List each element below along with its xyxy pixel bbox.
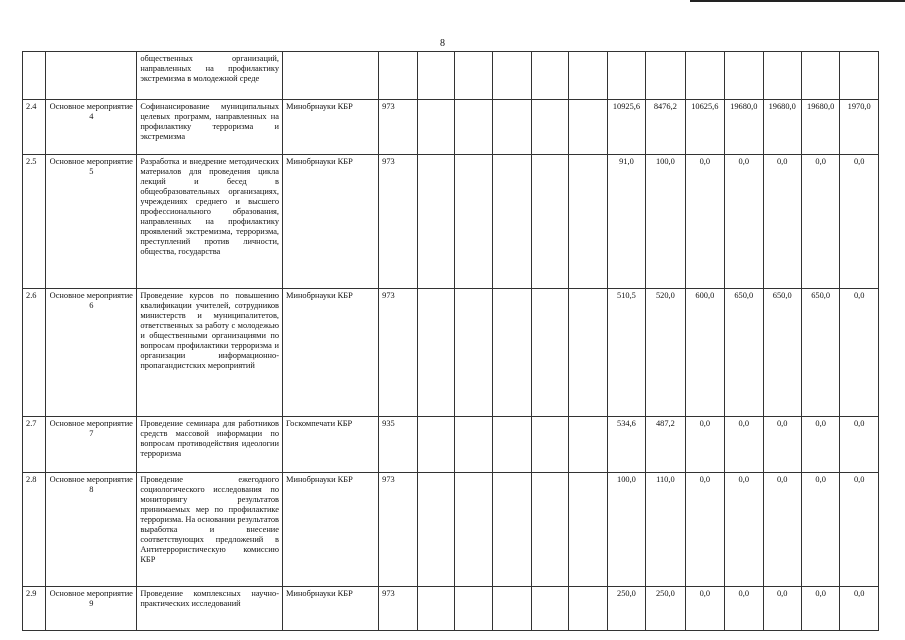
measure-type: Основное мероприятие 9 (46, 587, 137, 631)
value-2: 110,0 (646, 473, 685, 587)
row-number: 2.8 (23, 473, 46, 587)
value-4: 0,0 (725, 417, 763, 473)
executor: Госкомпечати КБР (283, 417, 379, 473)
value-2: 487,2 (646, 417, 685, 473)
row-number (23, 52, 46, 100)
table-row (23, 417, 879, 473)
value-4: 650,0 (725, 289, 763, 417)
budget-code: 973 (379, 289, 417, 417)
value-6: 0,0 (801, 473, 839, 587)
table-row (23, 289, 879, 417)
value-7: 0,0 (840, 155, 879, 289)
value-1: 100,0 (607, 473, 645, 587)
measure-type: Основное мероприятие 5 (46, 155, 137, 289)
budget-code: 973 (379, 587, 417, 631)
value-7: 0,0 (840, 289, 879, 417)
row-number: 2.9 (23, 587, 46, 631)
value-4: 0,0 (725, 155, 763, 289)
value-3: 0,0 (685, 155, 724, 289)
executor: Минобрнауки КБР (283, 155, 379, 289)
value-4 (725, 52, 763, 100)
value-1 (607, 52, 645, 100)
value-5: 19680,0 (763, 100, 801, 155)
executor (283, 52, 379, 100)
value-1: 250,0 (607, 587, 645, 631)
measure-type: Основное мероприятие 8 (46, 473, 137, 587)
budget-code (379, 52, 417, 100)
value-5: 0,0 (763, 155, 801, 289)
value-2: 250,0 (646, 587, 685, 631)
row-number: 2.6 (23, 289, 46, 417)
row-number: 2.5 (23, 155, 46, 289)
value-3: 10625,6 (685, 100, 724, 155)
value-1: 10925,6 (607, 100, 645, 155)
value-6: 19680,0 (801, 100, 839, 155)
value-5: 0,0 (763, 473, 801, 587)
table-row (23, 155, 879, 289)
value-1: 534,6 (607, 417, 645, 473)
row-number: 2.7 (23, 417, 46, 473)
value-2 (646, 52, 685, 100)
table-row (23, 473, 879, 587)
measure-type: Основное мероприятие 7 (46, 417, 137, 473)
budget-code: 973 (379, 473, 417, 587)
value-6: 0,0 (801, 587, 839, 631)
scan-edge-mark (690, 0, 905, 2)
executor: Минобрнауки КБР (283, 100, 379, 155)
value-6: 0,0 (801, 417, 839, 473)
measure-description: Проведение семинара для работников средств массовой информации по вопросам противодействия идеологии терроризма (137, 417, 283, 473)
measure-description: общественных организаций, направленных на профилактику экстремизма в молодежной среде (137, 52, 283, 100)
value-1: 91,0 (607, 155, 645, 289)
value-6 (801, 52, 839, 100)
value-5: 0,0 (763, 417, 801, 473)
executor: Минобрнауки КБР (283, 587, 379, 631)
value-6: 650,0 (801, 289, 839, 417)
value-6: 0,0 (801, 155, 839, 289)
value-3: 0,0 (685, 587, 724, 631)
measure-description: Проведение курсов по повышению квалификации учителей, сотрудников министерств и муниципалитетов, ответственных за работу с молодежью и общественными организациями по вопросам профилактики терроризма и организации информационно-пропагандистских мероприятий (137, 289, 283, 417)
value-4: 0,0 (725, 473, 763, 587)
table-row (23, 100, 879, 155)
value-5 (763, 52, 801, 100)
value-7 (840, 52, 879, 100)
executor: Минобрнауки КБР (283, 473, 379, 587)
value-7: 1970,0 (840, 100, 879, 155)
measure-description: Проведение ежегодного социологического исследования по мониторингу результатов принимаемых мер по профилактике терроризма. На основании результатов выработка и внесение соответствующих предложений в Антитеррористическую комиссию КБР (137, 473, 283, 587)
value-3: 600,0 (685, 289, 724, 417)
value-3: 0,0 (685, 417, 724, 473)
value-7: 0,0 (840, 473, 879, 587)
table-row (23, 587, 879, 631)
value-7: 0,0 (840, 587, 879, 631)
budget-code: 935 (379, 417, 417, 473)
measure-description: Проведение комплексных научно-практических исследований (137, 587, 283, 631)
measure-type: Основное мероприятие 4 (46, 100, 137, 155)
table-row (23, 52, 879, 100)
measure-description: Разработка и внедрение методических материалов для проведения цикла лекций и бесед в общеобразовательных организациях, учреждениях среднего и высшего профессионального образования, направленных на профилактику проявлений экстремизма, терроризма, преступлений против личности, общества, государства (137, 155, 283, 289)
row-number: 2.4 (23, 100, 46, 155)
value-5: 650,0 (763, 289, 801, 417)
value-3 (685, 52, 724, 100)
value-2: 8476,2 (646, 100, 685, 155)
budget-code: 973 (379, 100, 417, 155)
executor: Минобрнауки КБР (283, 289, 379, 417)
measure-type (46, 52, 137, 100)
program-table (22, 51, 879, 631)
value-4: 0,0 (725, 587, 763, 631)
page-number: 8 (440, 38, 445, 49)
value-2: 100,0 (646, 155, 685, 289)
measure-type: Основное мероприятие 6 (46, 289, 137, 417)
value-4: 19680,0 (725, 100, 763, 155)
value-2: 520,0 (646, 289, 685, 417)
value-1: 510,5 (607, 289, 645, 417)
measure-description: Софинансирование муниципальных целевых программ, направленных на профилактику терроризма и экстремизма (137, 100, 283, 155)
value-7: 0,0 (840, 417, 879, 473)
value-5: 0,0 (763, 587, 801, 631)
budget-code: 973 (379, 155, 417, 289)
value-3: 0,0 (685, 473, 724, 587)
